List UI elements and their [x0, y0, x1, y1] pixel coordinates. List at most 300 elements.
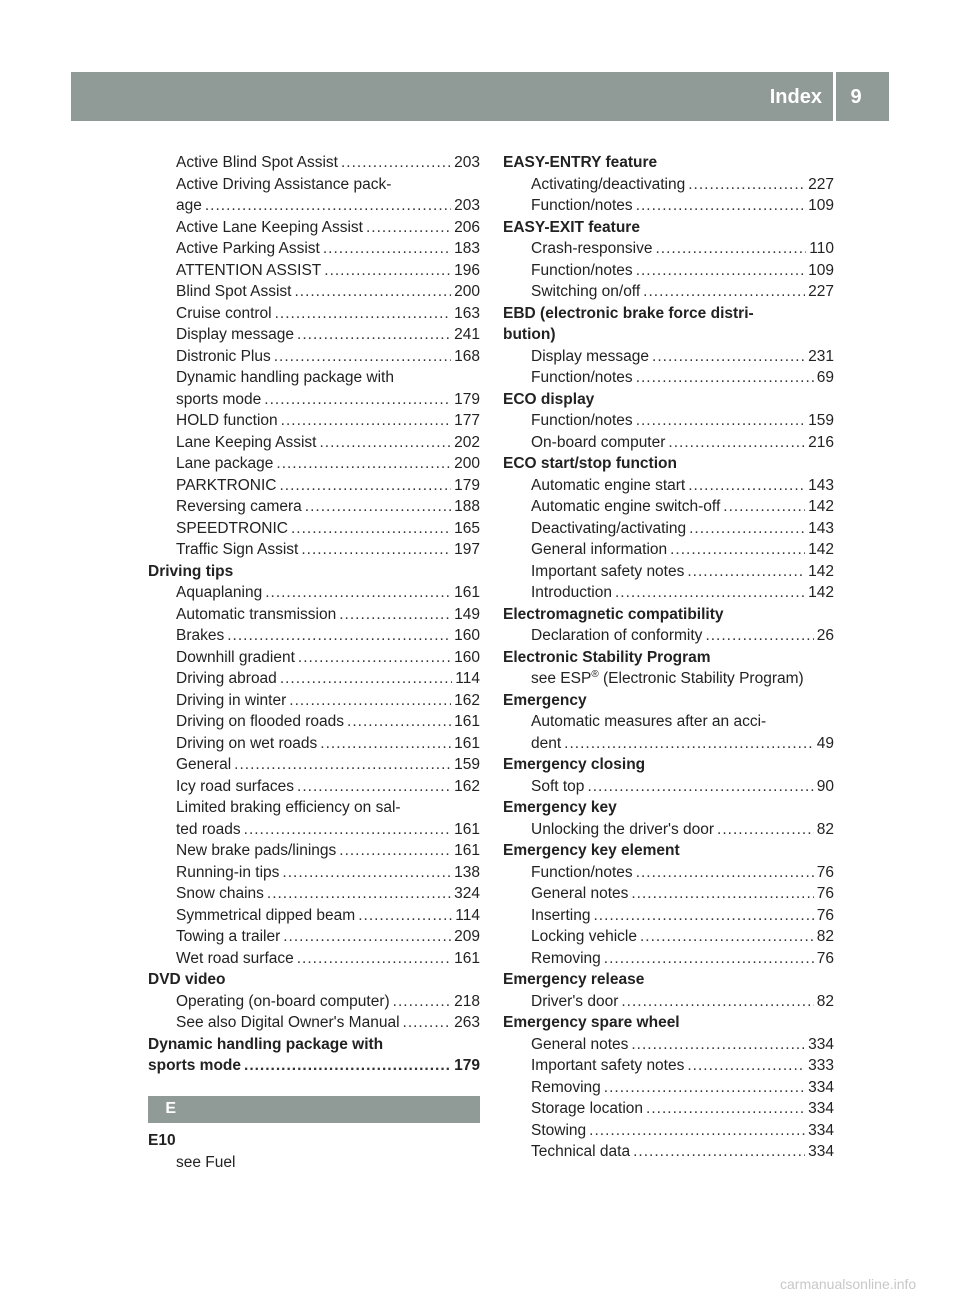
index-entry-label: Stowing [531, 1121, 587, 1139]
leader-dots [636, 367, 814, 389]
index-entry-label: Wet road surface [176, 949, 294, 967]
leader-dots [689, 518, 805, 540]
index-entry-label: Crash-responsive [531, 240, 653, 257]
index-entry[interactable] [148, 991, 480, 1013]
index-entry[interactable] [503, 819, 834, 841]
index-entry-label: On-board computer [531, 433, 666, 451]
leader-dots [324, 260, 451, 282]
index-entry-label: sports mode [148, 1057, 242, 1074]
leader-dots [291, 518, 451, 540]
index-entry-label: Driving on wet roads [176, 734, 318, 752]
index-heading: Electromagnetic compatibility [503, 605, 724, 623]
leader-dots [705, 625, 813, 647]
header-divider [833, 72, 836, 121]
index-heading: Emergency key element [503, 842, 680, 859]
index-entry-label: Aquaplaning [176, 584, 263, 601]
index-column-right [503, 152, 834, 1163]
index-entry[interactable] [148, 432, 480, 454]
index-entry-label: New brake pads/linings [176, 842, 337, 859]
index-group-e10 [148, 1130, 480, 1173]
index-entry-label: Driving abroad [176, 670, 277, 687]
index-entry-label: Function/notes [531, 261, 633, 279]
index-entry-label: Important safety notes [531, 562, 685, 580]
index-entry[interactable] [148, 324, 480, 346]
leader-dots [323, 238, 451, 260]
index-entry-page: 200 [454, 455, 480, 472]
leader-dots [267, 883, 451, 905]
index-entry-label: Automatic engine start [531, 476, 686, 494]
leader-dots [604, 1077, 805, 1099]
index-entry-page: 82 [816, 992, 834, 1010]
index-entry-page: 227 [808, 175, 834, 193]
index-entry-page: 149 [454, 605, 480, 623]
section-header-e [148, 1096, 480, 1123]
leader-dots [294, 281, 451, 303]
index-entry[interactable] [148, 625, 480, 647]
index-entry-label: Display message [176, 326, 295, 343]
index-entry-label: Automatic transmission [176, 605, 337, 623]
leader-dots [655, 238, 806, 260]
index-entry-page: 183 [454, 240, 480, 257]
leader-dots [631, 883, 813, 905]
leader-dots [636, 862, 814, 884]
index-heading: ECO start/stop function [503, 455, 677, 472]
see-reference[interactable] [503, 668, 834, 690]
index-entry-label: Function/notes [531, 412, 633, 429]
index-entry-page: 177 [454, 412, 480, 429]
index-heading: ECO display [503, 390, 595, 408]
index-entry[interactable] [148, 733, 480, 755]
leader-dots [281, 410, 451, 432]
index-entry-label: Active Lane Keeping Assist [176, 218, 363, 236]
index-entry[interactable] [148, 883, 480, 905]
index-entry-page: 162 [454, 691, 480, 709]
index-entry[interactable] [148, 948, 480, 970]
leader-dots [283, 926, 451, 948]
leader-dots [339, 604, 451, 626]
leader-dots [646, 1098, 805, 1120]
index-entry[interactable] [503, 346, 834, 368]
index-entry[interactable] [503, 518, 834, 540]
index-entry[interactable] [148, 152, 480, 174]
index-entry-label: Operating (on-board computer) [176, 992, 390, 1010]
leader-dots [688, 174, 805, 196]
index-heading: EASY-EXIT feature [503, 218, 640, 236]
index-entry[interactable] [503, 582, 834, 604]
index-entry-page: 263 [454, 1014, 480, 1031]
index-entry-label[interactable]: Dynamic handling package with [176, 369, 394, 386]
index-entry-page: 227 [808, 283, 834, 300]
index-entry-page: 49 [816, 734, 834, 752]
index-entry-page: 218 [454, 992, 480, 1010]
index-entry-page: 76 [816, 885, 834, 902]
leader-dots [636, 410, 805, 432]
index-entry[interactable] [503, 1055, 834, 1077]
index-entry-page: 143 [808, 476, 834, 494]
registered-mark: ® [591, 668, 599, 680]
index-entry-page: 26 [816, 627, 834, 644]
index-entry-label: Removing [531, 1078, 601, 1096]
index-entry[interactable] [503, 948, 834, 970]
index-entry[interactable] [148, 862, 480, 884]
leader-dots [282, 862, 451, 884]
index-heading: E10 [148, 1132, 176, 1149]
index-entry-label: Lane Keeping Assist [176, 433, 317, 451]
leader-dots [640, 926, 814, 948]
index-entry[interactable] [148, 776, 480, 798]
index-entry[interactable] [503, 1077, 834, 1099]
index-entry[interactable] [148, 604, 480, 626]
leader-dots [621, 991, 813, 1013]
index-entry-page: 142 [808, 584, 834, 601]
index-entry-label: SPEEDTRONIC [176, 519, 288, 537]
index-entry-label: Unlocking the driver's door [531, 820, 715, 838]
index-entry-label: Lane package [176, 455, 274, 472]
index-entry[interactable] [503, 174, 834, 196]
leader-dots [264, 389, 451, 411]
index-entry-page: 161 [454, 584, 480, 601]
index-entry[interactable] [148, 195, 480, 217]
index-entry[interactable] [503, 281, 834, 303]
index-entry[interactable] [148, 281, 480, 303]
index-entry-label: Driver's door [531, 992, 619, 1010]
index-entry-page: 179 [454, 476, 480, 494]
leader-dots [723, 496, 805, 518]
index-entry-label: Traffic Sign Assist [176, 541, 299, 558]
index-entry[interactable] [503, 367, 834, 389]
leader-dots [687, 561, 805, 583]
index-entry-label: Driving on flooded roads [176, 713, 345, 730]
index-entry[interactable] [503, 432, 834, 454]
index-entry-page: 110 [809, 240, 834, 257]
index-entry-label: Distronic Plus [176, 347, 271, 365]
index-entry-label: ted roads [176, 820, 241, 838]
index-entry[interactable] [148, 217, 480, 239]
leader-dots [234, 754, 451, 776]
index-entry-page: 76 [816, 863, 834, 881]
leader-dots [358, 905, 452, 927]
index-entry[interactable] [148, 496, 480, 518]
leader-dots [297, 324, 451, 346]
leader-dots [341, 152, 451, 174]
leader-dots [593, 905, 813, 927]
index-entry-page: 142 [808, 562, 834, 580]
leader-dots [366, 217, 451, 239]
index-entry-page: 179 [454, 390, 480, 408]
index-entry-label: Active Blind Spot Assist [176, 154, 338, 171]
index-entry-label: Function/notes [531, 369, 633, 386]
leader-dots [717, 819, 814, 841]
leader-dots [347, 711, 451, 733]
index-entry-label: Towing a trailer [176, 928, 281, 945]
index-entry-page: 82 [816, 928, 834, 945]
index-entry-page: 202 [454, 433, 480, 451]
index-entry[interactable] [148, 260, 480, 282]
leader-dots [274, 346, 451, 368]
index-entry[interactable] [148, 1055, 480, 1077]
index-entry-page: 168 [454, 347, 480, 365]
index-entry-label: Introduction [531, 584, 612, 601]
index-entry-label: Automatic engine switch-off [531, 498, 721, 515]
leader-dots [643, 281, 805, 303]
see-reference[interactable]: see Fuel [176, 1153, 236, 1171]
index-heading: Emergency spare wheel [503, 1014, 680, 1031]
index-entry-label: Reversing camera [176, 498, 302, 515]
index-entry[interactable] [503, 883, 834, 905]
index-entry-page: 216 [808, 433, 834, 451]
index-entry-label: Symmetrical dipped beam [176, 906, 356, 924]
index-entry-label: General notes [531, 1035, 629, 1053]
index-entry-page: 109 [808, 197, 834, 214]
index-entry[interactable] [148, 690, 480, 712]
index-entry-page: 160 [454, 648, 480, 666]
leader-dots [564, 733, 814, 755]
index-entry[interactable] [503, 926, 834, 948]
index-entry[interactable] [503, 496, 834, 518]
index-entry-label: PARKTRONIC [176, 476, 277, 494]
index-entry-page: 114 [455, 906, 480, 924]
index-entry[interactable] [148, 518, 480, 540]
index-entry-label[interactable]: Limited braking efficiency on sal- [176, 799, 401, 816]
index-entry-page: 209 [454, 928, 480, 945]
index-entry-page: 197 [454, 541, 480, 558]
index-heading: Emergency [503, 691, 587, 709]
index-entry-page: 200 [454, 283, 480, 300]
index-entry[interactable] [148, 582, 480, 604]
leader-dots [289, 690, 451, 712]
index-entry-page: 196 [454, 261, 480, 279]
index-entry[interactable] [503, 625, 834, 647]
watermark: carmanualsonline.info [780, 1276, 917, 1292]
index-heading: Dynamic handling package with [148, 1035, 384, 1053]
index-entry-page: 188 [454, 498, 480, 515]
index-entry-label: Technical data [531, 1143, 631, 1160]
leader-dots [301, 539, 451, 561]
index-entry-page: 334 [808, 1100, 834, 1117]
index-entry-page: 161 [454, 734, 480, 752]
index-entry[interactable] [503, 260, 834, 282]
index-entry[interactable] [148, 346, 480, 368]
index-entry[interactable] [503, 733, 834, 755]
index-entry-page: 161 [454, 842, 480, 859]
leader-dots [633, 1141, 805, 1163]
index-entry[interactable] [148, 819, 480, 841]
leader-dots [403, 1012, 452, 1034]
index-entry-page: 165 [454, 519, 480, 537]
leader-dots [688, 475, 805, 497]
index-entry[interactable] [148, 453, 480, 475]
leader-dots [339, 840, 451, 862]
index-entry[interactable] [148, 905, 480, 927]
leader-dots [587, 776, 813, 798]
index-entry[interactable] [148, 711, 480, 733]
index-entry[interactable] [148, 389, 480, 411]
index-entry-page: 159 [454, 756, 480, 773]
index-entry-page: 90 [816, 777, 834, 795]
leader-dots [298, 647, 451, 669]
index-entry-page: 159 [808, 412, 834, 429]
index-entry[interactable] [503, 561, 834, 583]
leader-dots [652, 346, 805, 368]
leader-dots [393, 991, 451, 1013]
leader-dots [280, 668, 452, 690]
index-entry-page: 114 [455, 670, 480, 687]
index-entry-page: 231 [808, 347, 834, 365]
index-entry[interactable] [148, 840, 480, 862]
index-entry-label: Inserting [531, 906, 591, 924]
index-heading: EBD (electronic brake force distri- [503, 304, 754, 322]
index-entry-label: General notes [531, 885, 629, 902]
index-entry[interactable] [503, 1141, 834, 1163]
index-heading: Driving tips [148, 562, 234, 580]
leader-dots [670, 539, 805, 561]
see-reference-prefix: see ESP [531, 670, 592, 687]
index-entry-label: Switching on/off [531, 283, 641, 300]
index-entry-label: Snow chains [176, 885, 264, 902]
leader-dots [265, 582, 451, 604]
index-entry-label: Function/notes [531, 863, 633, 881]
index-entry-page: 76 [816, 949, 834, 967]
section-letter: E [165, 1100, 176, 1117]
leader-dots [636, 260, 805, 282]
leader-dots [305, 496, 451, 518]
leader-dots [604, 948, 814, 970]
index-entry-page: 138 [454, 863, 480, 881]
leader-dots [227, 625, 451, 647]
index-entry-page: 160 [454, 627, 480, 644]
index-entry[interactable] [148, 539, 480, 561]
index-entry[interactable] [503, 195, 834, 217]
index-entry-label: Storage location [531, 1100, 644, 1117]
index-heading: Emergency release [503, 971, 645, 988]
index-column-left [148, 152, 480, 1077]
index-entry-label[interactable]: Active Driving Assistance pack- [176, 175, 392, 193]
see-reference-suffix: (Electronic Stability Program) [598, 670, 804, 687]
leader-dots [319, 432, 451, 454]
index-entry-label: Running-in tips [176, 863, 280, 881]
index-entry-page: 203 [454, 154, 480, 171]
index-heading-continuation: bution) [503, 326, 556, 343]
index-entry-label: See also Digital Owner's Manual [176, 1014, 400, 1031]
index-entry-page: 82 [816, 820, 834, 838]
index-entry-page: 334 [808, 1121, 834, 1139]
index-entry-label[interactable]: Automatic measures after an acci- [531, 713, 767, 730]
leader-dots [687, 1055, 805, 1077]
index-entry-page: 142 [808, 541, 834, 558]
index-entry[interactable] [503, 539, 834, 561]
index-entry-label: Driving in winter [176, 691, 287, 709]
index-entry[interactable] [503, 1034, 834, 1056]
index-entry[interactable] [148, 647, 480, 669]
index-entry-label: General [176, 756, 232, 773]
leader-dots [589, 1120, 805, 1142]
index-entry-label: dent [531, 734, 562, 752]
index-entry[interactable] [503, 991, 834, 1013]
index-entry[interactable] [148, 754, 480, 776]
leader-dots [275, 303, 452, 325]
index-entry[interactable] [503, 1098, 834, 1120]
index-entry-label: Brakes [176, 627, 225, 644]
index-entry-label: Display message [531, 347, 650, 365]
index-entry-page: 334 [808, 1143, 834, 1160]
index-entry-page: 76 [816, 906, 834, 924]
leader-dots [279, 475, 451, 497]
index-entry-page: 161 [454, 820, 480, 838]
index-entry-label: Blind Spot Assist [176, 283, 292, 300]
index-entry-label: Removing [531, 949, 601, 967]
leader-dots [244, 1055, 451, 1077]
index-entry-page: 334 [808, 1035, 834, 1053]
index-entry[interactable] [503, 862, 834, 884]
index-entry-page: 142 [808, 498, 834, 515]
index-entry-label: Activating/deactivating [531, 175, 686, 193]
index-entry-label: HOLD function [176, 412, 278, 429]
index-entry[interactable] [503, 238, 834, 260]
index-entry-page: 206 [454, 218, 480, 236]
index-entry-label: age [176, 197, 202, 214]
index-entry[interactable] [148, 410, 480, 432]
index-entry-label: sports mode [176, 390, 262, 408]
index-entry-label: Declaration of conformity [531, 627, 703, 644]
page-title: Index [769, 86, 822, 108]
leader-dots [668, 432, 805, 454]
index-entry-page: 143 [808, 519, 834, 537]
index-entry[interactable] [148, 1012, 480, 1034]
index-entry[interactable] [503, 776, 834, 798]
index-entry-label: Locking vehicle [531, 928, 637, 945]
index-entry[interactable] [503, 905, 834, 927]
index-heading: Electronic Stability Program [503, 648, 711, 666]
index-entry-page: 69 [816, 369, 834, 386]
index-entry[interactable] [503, 475, 834, 497]
index-entry-page: 162 [454, 777, 480, 795]
index-entry-label: Deactivating/activating [531, 519, 687, 537]
index-entry[interactable] [148, 475, 480, 497]
leader-dots [205, 195, 451, 217]
index-heading: Emergency closing [503, 756, 646, 773]
index-entry-label: Soft top [531, 777, 585, 795]
index-entry-label: Cruise control [176, 304, 272, 322]
index-entry[interactable] [503, 410, 834, 432]
index-entry[interactable] [148, 238, 480, 260]
leader-dots [636, 195, 805, 217]
index-entry-page: 161 [454, 949, 480, 967]
leader-dots [320, 733, 451, 755]
index-entry-page: 333 [808, 1057, 834, 1074]
index-entry-page: 109 [808, 261, 834, 279]
index-entry-page: 334 [808, 1078, 834, 1096]
leader-dots [244, 819, 451, 841]
index-entry[interactable] [148, 668, 480, 690]
index-entry[interactable] [148, 926, 480, 948]
index-heading: Emergency key [503, 799, 617, 816]
leader-dots [615, 582, 805, 604]
index-entry[interactable] [148, 303, 480, 325]
index-entry-page: 203 [454, 197, 480, 214]
leader-dots [297, 948, 451, 970]
index-entry-page: 163 [454, 304, 480, 322]
index-entry-label: General information [531, 541, 668, 558]
index-entry-page: 324 [454, 885, 480, 902]
index-entry-label: ATTENTION ASSIST [176, 261, 322, 279]
leader-dots [297, 776, 451, 798]
index-entry-label: Function/notes [531, 197, 633, 214]
index-entry[interactable] [503, 1120, 834, 1142]
index-entry-label: Important safety notes [531, 1057, 685, 1074]
index-entry-page: 241 [454, 326, 480, 343]
index-entry-label: Active Parking Assist [176, 240, 320, 257]
index-heading: EASY-ENTRY feature [503, 154, 658, 171]
